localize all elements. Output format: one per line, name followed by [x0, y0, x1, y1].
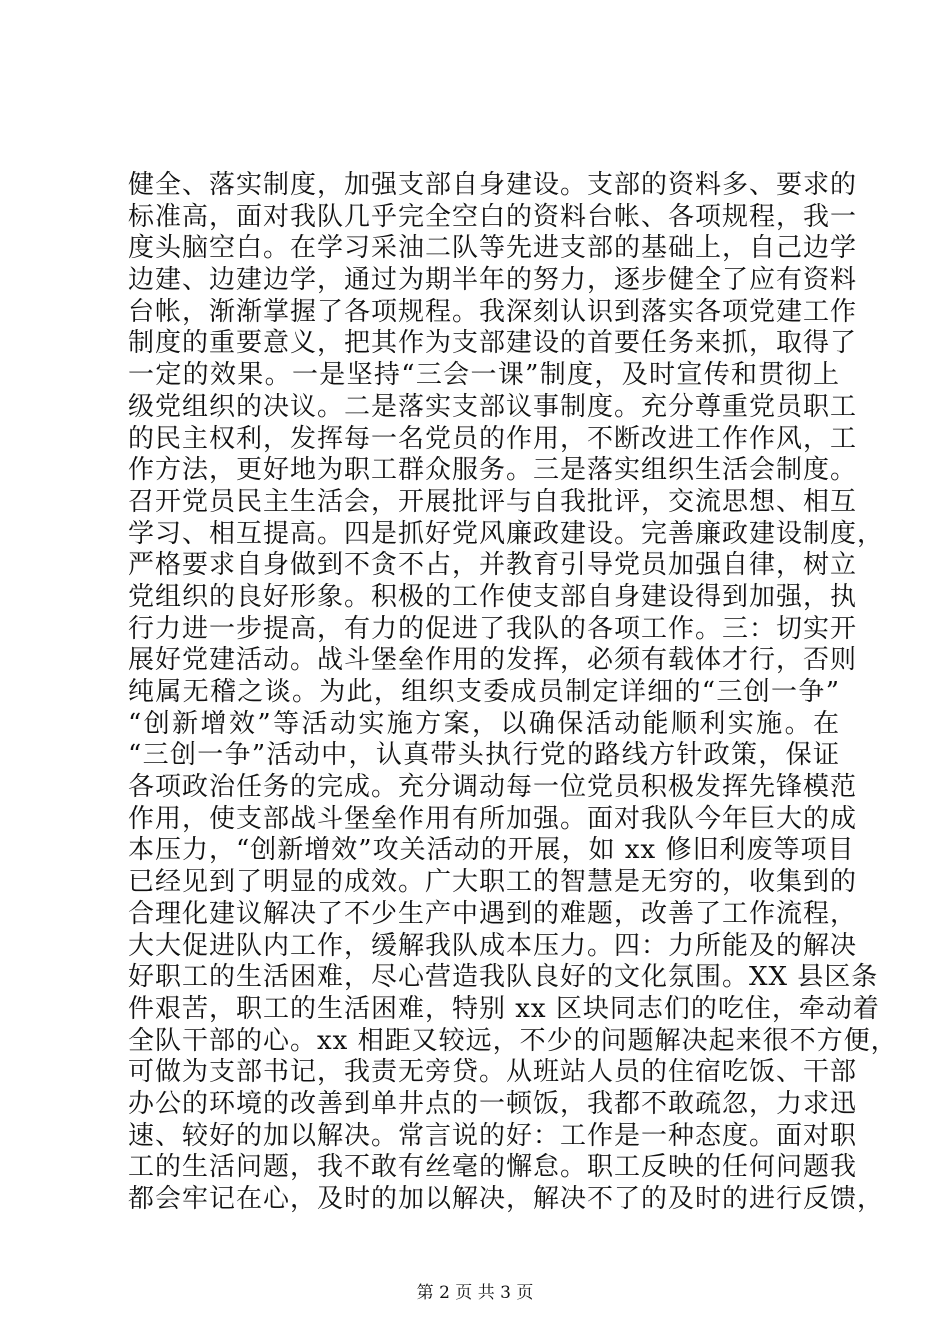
text-line: 标准高，面对我队几乎完全空白的资料台帐、各项规程，我一	[128, 201, 858, 232]
text-line: 度头脑空白。在学习采油二队等先进支部的基础上，自己边学	[128, 233, 858, 264]
text-line: 各项政治任务的完成。充分调动每一位党员积极发挥先锋模范	[128, 772, 858, 803]
text-line: “创新增效”等活动实施方案，以确保活动能顺利实施。在	[128, 708, 840, 739]
body-paragraph	[128, 170, 898, 1216]
page-footer: 第 2 页 共 3 页	[416, 1283, 534, 1303]
text-line: 好职工的生活困难，尽心营造我队良好的文化氛围。XX 县区条	[128, 962, 879, 993]
text-line: “三创一争”活动中，认真带头执行党的路线方针政策，保证	[128, 740, 840, 771]
text-line: 已经见到了明显的成效。广大职工的智慧是无穷的，收集到的	[128, 867, 858, 898]
text-line: 健全、落实制度，加强支部自身建设。支部的资料多、要求的	[128, 170, 858, 200]
text-line: 党组织的良好形象。积极的工作使支部自身建设得到加强，执	[128, 581, 858, 612]
text-line: 的民主权利，发挥每一名党员的作用，不断改进工作作风，工	[128, 423, 858, 454]
text-line: 制度的重要意义，把其作为支部建设的首要任务来抓，取得了	[128, 328, 858, 359]
text-line: 可做为支部书记，我责无旁贷。从班站人员的住宿吃饭、干部	[128, 1057, 858, 1088]
text-line: 件艰苦，职工的生活困难，特别 xx 区块同志们的吃住，牵动着	[128, 993, 880, 1024]
text-line: 展好党建活动。战斗堡垒作用的发挥，必须有载体才行，否则	[128, 645, 858, 676]
text-line: 学习、相互提高。四是抓好党风廉政建设。完善廉政建设制度，	[128, 518, 885, 549]
text-line: 作方法，更好地为职工群众服务。三是落实组织生活会制度。	[128, 455, 858, 486]
text-line: 召开党员民主生活会，开展批评与自我批评，交流思想、相互	[128, 486, 858, 517]
text-line: 作用，使支部战斗堡垒作用有所加强。面对我队今年巨大的成	[128, 803, 858, 834]
text-line: 合理化建议解决了不少生产中遇到的难题，改善了工作流程，	[128, 898, 858, 929]
text-line: 级党组织的决议。二是落实支部议事制度。充分尊重党员职工	[128, 391, 858, 422]
text-line: 大大促进队内工作，缓解我队成本压力。四：力所能及的解决	[128, 930, 858, 961]
text-line: 速、较好的加以解决。常言说的好：工作是一种态度。面对职	[128, 1120, 858, 1151]
text-line: 台帐，渐渐掌握了各项规程。我深刻认识到落实各项党建工作	[128, 296, 858, 327]
text-line: 一定的效果。一是坚持“三会一课”制度，及时宣传和贯彻上	[128, 360, 840, 391]
text-line: 边建、边建边学，通过为期半年的努力，逐步健全了应有资料	[128, 265, 858, 296]
text-line: 纯属无稽之谈。为此，组织支委成员制定详细的“三创一争”	[128, 677, 840, 707]
text-line: 全队干部的心。xx 相距又较远，不少的问题解决起来很不方便，	[128, 1025, 898, 1056]
text-line: 严格要求自身做到不贪不占，并教育引导党员加强自律，树立	[128, 550, 858, 581]
text-line: 行力进一步提高，有力的促进了我队的各项工作。三：切实开	[128, 613, 858, 644]
text-line: 办公的环境的改善到单井点的一顿饭，我都不敢疏忽，力求迅	[128, 1088, 858, 1119]
text-line: 都会牢记在心，及时的加以解决，解决不了的及时的进行反馈，	[128, 1184, 885, 1214]
text-line: 本压力，“创新增效”攻关活动的开展，如 xx 修旧利废等项目	[128, 835, 855, 866]
text-line: 工的生活问题，我不敢有丝毫的懈怠。职工反映的任何问题我	[128, 1152, 858, 1183]
